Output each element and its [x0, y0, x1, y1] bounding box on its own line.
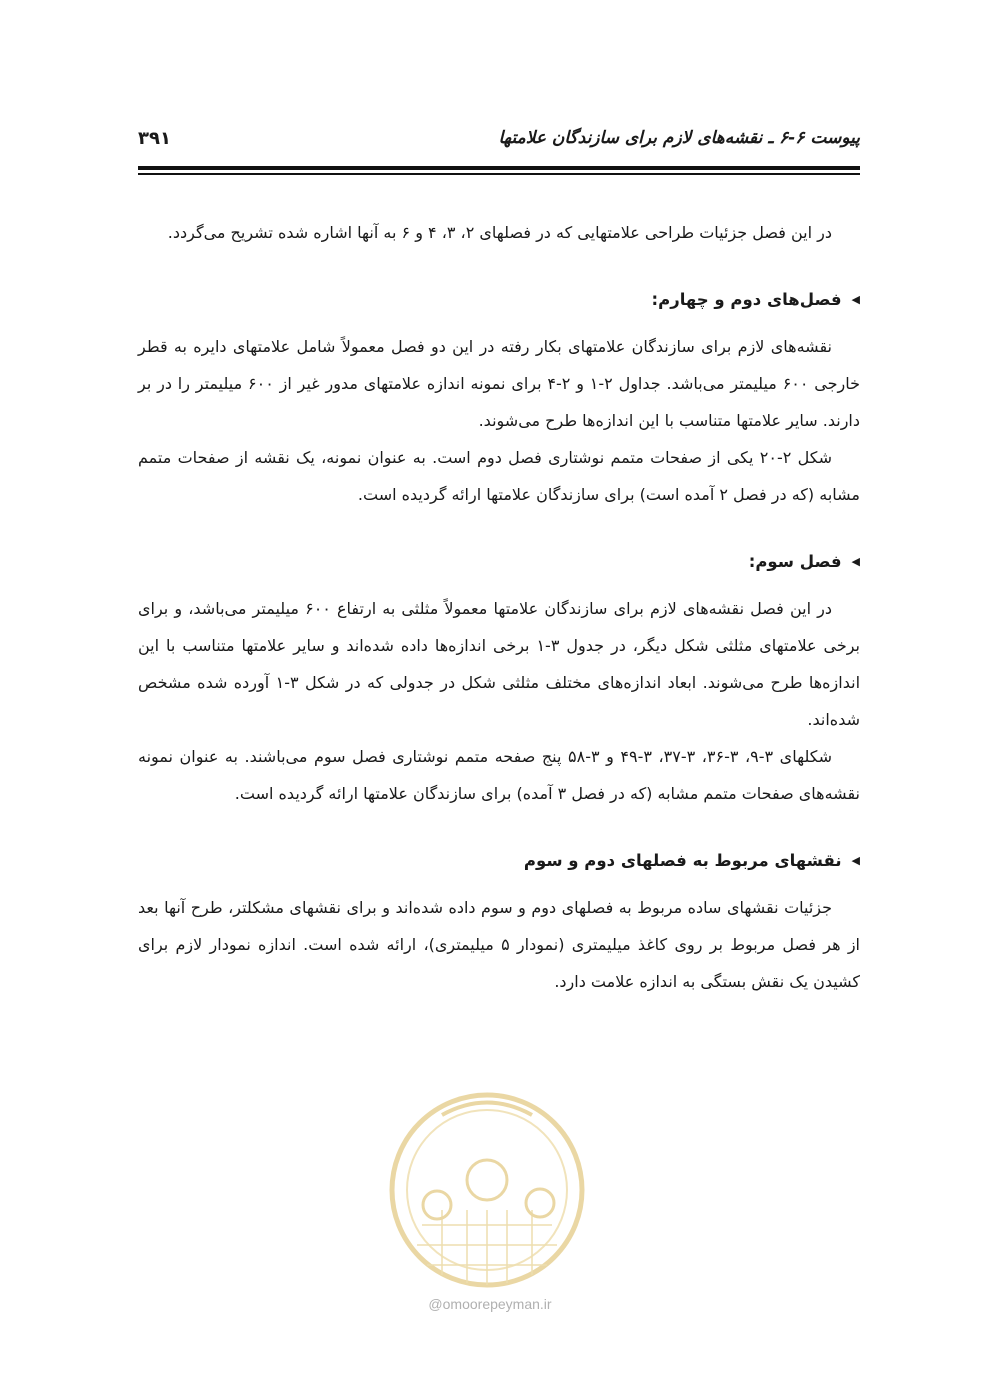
page-body: [138, 214, 860, 1000]
bullet-triangle-icon: ◀: [851, 555, 860, 568]
watermark-seal-icon: [382, 1085, 592, 1315]
section-heading-text: نقشهای مربوط به فصلهای دوم و سوم: [523, 851, 842, 870]
body-paragraph: شکلهای ۳-۹، ۳-۳۶، ۳-۳۷، ۳-۴۹ و ۳-۵۸ پنج صفحه متمم نوشتاری فصل سوم می‌باشند. به عنوان نمونه نقشه‌های صفحات متمم مشابه (که در فصل ۳ آمده) برای سازندگان علامتها ارائه گردیده است.: [138, 747, 860, 803]
bullet-triangle-icon: ◀: [851, 854, 860, 867]
watermark-url: @omoorepeyman.ir: [428, 1296, 552, 1312]
section-heading-text: فصل‌های دوم و چهارم:: [651, 290, 842, 309]
header-rule-thin: [138, 173, 860, 175]
bullet-triangle-icon: ◀: [851, 293, 860, 306]
page-header: [138, 128, 860, 158]
running-title: پیوست ۶-۶ ـ نقشه‌های لازم برای سازندگان علامتها: [498, 128, 860, 148]
section-heading-chapters-2-4: [138, 281, 860, 318]
section-heading-chapter-3: [138, 543, 860, 580]
body-paragraph: جزئیات نقشهای ساده مربوط به فصلهای دوم و سوم داده شده‌اند و برای نقشهای مشکلتر، طرح آنها بعد از هر فصل مربوط بر روی کاغذ میلیمتری (نمودار ۵ میلیمتری)، ارائه شده است. اندازه نمودار لازم برای کشیدن یک نقش بستگی به اندازه علامت دارد.: [138, 898, 861, 991]
section-heading-patterns: [138, 842, 860, 879]
page-number: ۳۹۱: [138, 128, 171, 149]
body-paragraph: شکل ۲-۲۰ یکی از صفحات متمم نوشتاری فصل دوم است. به عنوان نمونه، یک نقشه از صفحات متمم مشابه (که در فصل ۲ آمده است) برای سازندگان علامتها ارائه گردیده است.: [138, 448, 860, 504]
header-rule-thick: [138, 166, 860, 170]
body-paragraph: در این فصل نقشه‌های لازم برای سازندگان علامتها معمولاً مثلثی به ارتفاع ۶۰۰ میلیمتر می‌باشد، و برای برخی علامتهای مثلثی شکل دیگر، در جدول ۳-۱ برخی اندازه‌ها داده شده‌اند و سایر علامتها متناسب با این اندازه‌ها طرح می‌شوند. ابعاد اندازه‌های مختلف مثلثی شکل در جدولی که در شکل ۳-۱ آورده شده مشخص شده‌اند.: [138, 599, 861, 729]
body-paragraph: نقشه‌های لازم برای سازندگان علامتهای بکار رفته در این دو فصل معمولاً شامل علامتهای دایره به قطر خارجی ۶۰۰ میلیمتر می‌باشد. جداول ۲-۱ و ۲-۴ برای نمونه اندازه علامتهای مدور غیر از ۶۰۰ میلیمتر را در بر دارند. سایر علامتها متناسب با این اندازه‌ها طرح می‌شوند.: [138, 337, 861, 430]
section-heading-text: فصل سوم:: [748, 552, 842, 571]
intro-paragraph: در این فصل جزئیات طراحی علامتهایی که در فصلهای ۲، ۳، ۴ و ۶ به آنها اشاره شده تشریح می‌گردد.: [167, 223, 832, 242]
